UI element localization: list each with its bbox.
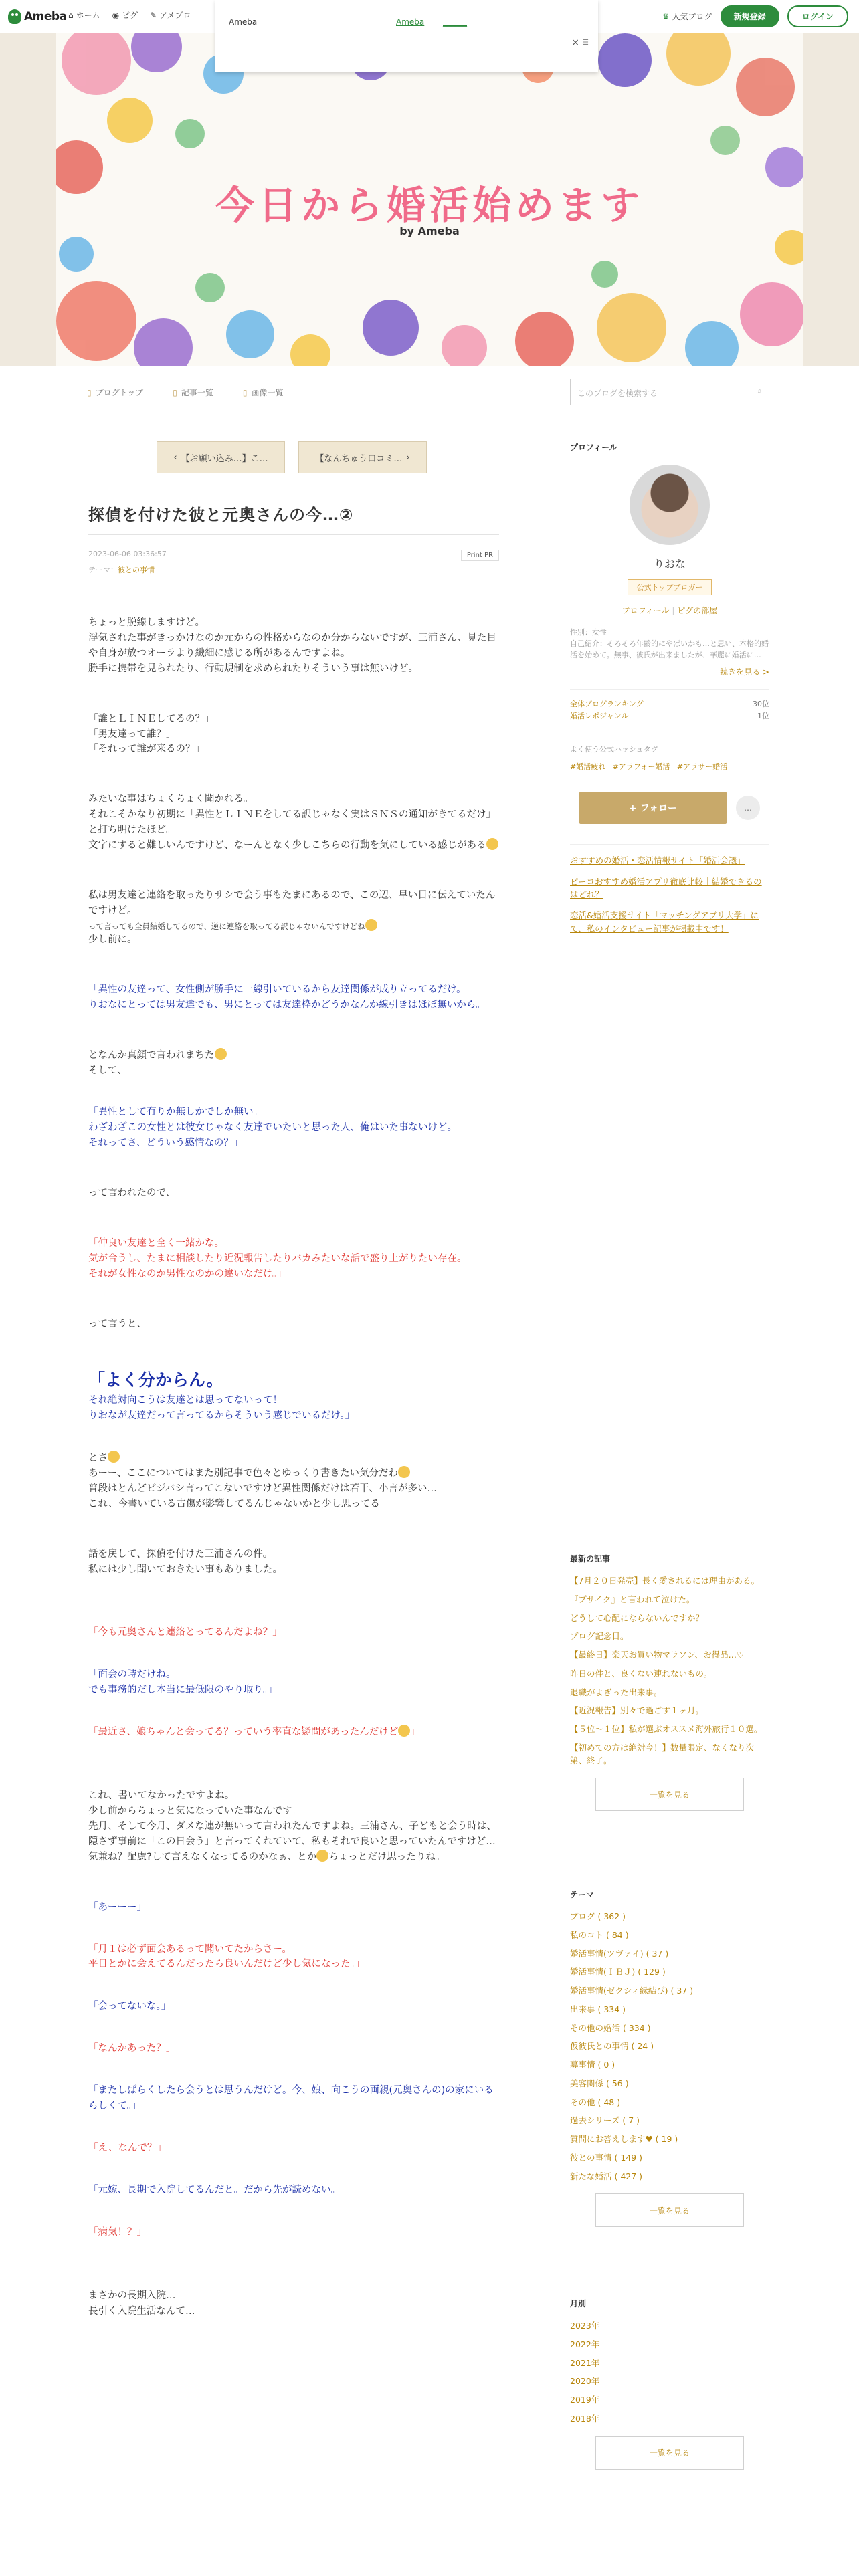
chevron-right-icon: ›: [406, 452, 410, 463]
hashtag[interactable]: #アラフォー婚活: [612, 762, 670, 772]
chevron-left-icon: ‹: [173, 452, 177, 463]
quote-blue: それ絶対向こうは友達とは思ってないって！: [88, 1395, 282, 1406]
quote-blue: 「またしばらくしたら会うとは思うんだけど。今、娘、向こうの両親(元奥さんの)の家にいるらしくて。」: [88, 2085, 494, 2112]
header-actions: [662, 5, 848, 27]
ad-link[interactable]: ピーコおすすめ婚活アプリ徹底比較｜結婚できるのはどれ？: [570, 876, 762, 900]
profile-intro: 自己紹介：そろそろ年齢的にやばいかも…と思い、本格的婚活を始めて。無事、彼氏が出来ましたが、華麗に婚活に…: [570, 639, 769, 660]
theme-link[interactable]: 婚活事情(ＩＢＪ) ( 129 ): [570, 1967, 666, 1977]
blog-nav-links: [87, 387, 284, 398]
theme-link[interactable]: その他の婚活 ( 334 ): [570, 2022, 651, 2033]
theme-link[interactable]: 新たな婚活 ( 427 ): [570, 2171, 643, 2181]
month-link[interactable]: 2018年: [570, 2413, 600, 2424]
quote-blue: でも事務的だし本当に最低限のやり取り。」: [88, 1685, 278, 1696]
entry-meta: [88, 550, 499, 570]
by-ameba: by Ameba: [399, 225, 460, 237]
quote-blue: わざわざこの女性とは彼女じゃなく友達でいたいと思った人、俺はいた事ないけど。: [88, 1122, 457, 1134]
popular-blog-label: 人気ブログ: [672, 12, 712, 21]
theme-link[interactable]: 婚活事情(ゼクシィ縁結び) ( 37 ): [570, 1985, 694, 1996]
quote-blue: 「あーーー」: [88, 1901, 147, 1913]
sponsored-links: [570, 844, 769, 935]
emoji-icon: [486, 838, 498, 850]
nav-ameblo[interactable]: [150, 9, 191, 21]
blog-top-link[interactable]: [87, 387, 143, 398]
profile-name[interactable]: りおな: [653, 558, 686, 570]
paragraph: 少し前からちょっと気になっていた事なんです。: [88, 1806, 301, 1816]
paragraph: ちょっと脱線しますけど。: [88, 617, 205, 628]
chevron-icon: ▯: [87, 387, 92, 397]
divider: [88, 534, 499, 535]
quote-blue: りおなにとっては男友達でも、男にとっては友達枠かどうかなんか線引きはほぼ無いから。」: [88, 999, 491, 1010]
quote-red: 「病気！？」: [88, 2226, 147, 2238]
paragraph: 「誰とＬＩＮＥしてるの？」: [88, 713, 215, 724]
nav-home[interactable]: [68, 9, 100, 21]
avatar[interactable]: [630, 465, 710, 545]
next-entry-button[interactable]: [298, 441, 427, 473]
emoji-icon: [215, 1048, 227, 1060]
theme-link[interactable]: 募事情 ( 0 ): [570, 2060, 615, 2070]
paragraph: 長引く入院生活なんて…: [88, 2305, 195, 2317]
profile-heading: プロフィール: [570, 443, 617, 452]
quote-big: 「よく分からん。: [88, 1370, 223, 1390]
prev-entry-label: 【お願い込み…】こ…: [181, 453, 268, 464]
paragraph: 「それって誰が来るの？」: [88, 744, 205, 755]
paragraph: あーー、ここについてはまた別記事で色々とゆっくり書きたい気分だわ: [88, 1467, 398, 1479]
popular-blog-link[interactable]: [662, 11, 712, 22]
theme-more-button[interactable]: 一覧を見る: [595, 2193, 744, 2227]
quote-red: 気が合うし、たまに相談したり近況報告したりバカみたいな話で盛り上がりたい存在。: [88, 1253, 467, 1264]
ameba-logo[interactable]: [8, 8, 67, 25]
nav-pigg[interactable]: [112, 9, 138, 21]
paragraph: 勝手に携帯を見られたり、行動規制を求められたりそういう事は無いけど。: [88, 663, 418, 674]
emoji-icon: [365, 919, 377, 931]
paragraph: 普段はとんどビジバシ言ってこないですけど異性関係だけは若干、小言が多い…: [88, 1483, 437, 1494]
theme-heading: テーマ: [570, 1890, 595, 1899]
paragraph: とさ: [88, 1453, 108, 1464]
search-icon[interactable]: ⌕: [757, 386, 762, 395]
quote-blue: 「元嫁、長期で入院してるんだと。だから先が読めない。」: [88, 2184, 346, 2195]
recent-entry-link[interactable]: 【近況報告】別々で過ごす１ヶ月。: [570, 1705, 704, 1716]
quote-blue: 「面会の時だけね。: [88, 1669, 176, 1681]
emoji-icon: [108, 1451, 120, 1463]
recent-entry-link[interactable]: 昨日の件と、良くない連れないもの。: [570, 1668, 712, 1679]
paragraph: 先月、そして今月、ダメな連が無いって言われたんですよね。三浦さん、子どもと会う時は、隠さず事前に「この日会う」と言ってくれていて、私もそれで良いと思っていたんですけど…: [88, 1820, 496, 1847]
small-note: って言っても全員結婚してるので、逆に連絡を取ってる訳じゃないんですけどね: [88, 921, 365, 931]
blog-top-label: ブログトップ: [95, 388, 144, 397]
nav-ameblo-label: アメブロ: [159, 11, 191, 20]
emoji-icon: [316, 1850, 328, 1862]
ad-link[interactable]: 恋活&婚活支援サイト「マッチングアプリ大学」にて、私のインタビュー記事が掲載中です！: [570, 910, 759, 934]
header-image[interactable]: [56, 33, 803, 366]
quote-red: 「え、なんで？」: [88, 2142, 167, 2153]
paragraph: となんか真顔で言われまちた: [88, 1049, 215, 1061]
quote-red: 「今も元奥さんと連絡とってるんだよね？」: [88, 1627, 282, 1638]
emoji-icon: [398, 1725, 410, 1737]
popup-link[interactable]: Ameba: [396, 17, 425, 27]
theme-link[interactable]: 過去シリーズ ( 7 ): [570, 2115, 640, 2126]
global-nav: [68, 9, 191, 21]
recent-entry-link[interactable]: どうして心配にならないんですか？: [570, 1612, 704, 1623]
theme-link[interactable]: 出来事 ( 334 ): [570, 2004, 626, 2014]
paragraph: みたいな事はちょくちょく聞かれる。: [88, 794, 254, 805]
month-heading: 月別: [570, 2299, 587, 2309]
read-more-link[interactable]: 続きを見る >: [720, 667, 769, 677]
quote-blue: 「会ってないな。」: [88, 2001, 171, 2012]
entry-body: ちょっと脱線しますけど。 浮気された事がきっかけなのか元からの性格からなのか分からないですが、三浦さん、見た目や自身が放つオーラより繊細に感じる所があるんですよね。 勝手に携帯を見られたり、行動規制を求められたりそういう事は無いけど。 「誰とＬＩＮＥしてるの？」 「男友達って誰？」 「それって誰が来るの？」 みたいな事はちょくちょく聞かれる。 それこそかなり初期に「異性とＬＩＮＥをしてる訳じゃなく実はＳＮＳの通知がきてるだけ」と打ち明けたほど。 文字にすると難しいんですけど、なーんとなく少しこちらの行動を気にしている感じがある 私は男友達と連絡を取ったりサシで会う事もたまにあるので、この辺、早い目に伝えていたんですけど。 って言っても全員結婚してるので、逆に連絡を取ってる訳じゃないんですけどね 少し前に。 「異性の友達って、女性側が勝手に一線引いているから友達関係が成り立ってるだけ。 りおなにとっては男友達でも、男にとっては友達枠かどうかなんか線引きはほぼ無いから。」 となんか真顔で言われまちた そして、 「異性として有りか無しかでしか無い。 わざわざこの女性とは彼女じゃなく友達でいたいと思った人、俺はいた事ないけど。 それってさ、どういう感情なの？」 って言われたので、 「仲良い友達と全く一緒かな。 気が合うし、たまに相談したり近況報告したりバカみたいな話で盛り上がりたい存在。 それが女性なのか男性なのかの違いなだけ。」 って言うと、 「よく分からん。 それ絶対向こうは友達とは思ってないって！ りおなが友達だって言ってるからそういう感じでいるだけ。」 とさ あーー、ここについてはまた別記事で色々とゆっくり書きたい気分だわ 普段はとんどビジバシ言ってこないですけど異性関係だけは若干、小言が多い… これ、今書いている古傷が影響してるんじゃないかと少し思ってる 話を戻して、探偵を付けた三浦さんの件。 私には少し聞いておきたい事もありました。 「今も元奥さんと連絡とってるんだよね？」 「面会の時だけね。 でも事務的だし本当に最低限のやり取り。」 「最近さ、娘ちゃんと会ってる？っていう率直な疑問があったんだけど 」 これ、書いてなかったですよね。 少し前からちょっと気になっていた事なんです。 先月、そして今月、ダメな連が無いって言われたんですよね。三浦さん、子どもと会う時は、隠さず事前に「この日会う」と言ってくれていて、私もそれで良いと思っていたんですけど… 気兼ね？配慮?して言えなくなってるのかなぁ、とか ちょっとだけ思ったりね。 「あーーー」 「月１は必ず面会あるって聞いてたからさー。 平日とかに会えてるんだったら良いんだけど少し気になった。」 「会ってないな。」 「なんかあった？」 「またしばらくしたら会うとは思うんだけど。今、娘、向こうの両親(元奥さんの)の家にいるらしくて。」 「え、なんで？」 「元嫁、長期で入院してるんだと。だから先が読めない。」 「病気！？」 まさかの長期入院… 長引く入院生活なんて…: [88, 615, 499, 2319]
rank-label: 婚活レポジャンル: [570, 711, 629, 720]
paragraph: 少し前に。: [88, 934, 137, 945]
paragraph: って言うと、: [88, 1318, 147, 1329]
image-list-link[interactable]: [243, 387, 284, 398]
recent-entry-link[interactable]: 退職がよぎった出来事。: [570, 1687, 662, 1697]
popup-brand: Ameba: [229, 17, 258, 27]
paragraph: 私には少し聞いておきたい事もありました。: [88, 1564, 282, 1575]
paragraph: まさかの長期入院…: [88, 2290, 176, 2301]
month-archive: [570, 2298, 769, 2470]
ranking-row-overall[interactable]: [570, 698, 769, 710]
quote-red: 「仲良い友達と全く一緒かな。: [88, 1238, 224, 1249]
image-icon: ▯: [242, 387, 248, 397]
quote-blue: 「異性として有りか無しかでしか無い。: [88, 1107, 263, 1118]
nav-home-label: ホーム: [76, 11, 100, 20]
logo-text: Ameba: [24, 10, 67, 23]
entry-list-link[interactable]: [173, 387, 213, 398]
print-pr-badge[interactable]: Print PR: [461, 550, 499, 561]
theme-link[interactable]: 彼との事情: [118, 566, 155, 574]
paragraph: 話を戻して、探偵を付けた三浦さんの件。: [88, 1548, 273, 1560]
recent-more-button[interactable]: 一覧を見る: [595, 1778, 744, 1811]
home-icon: ⌂: [68, 10, 74, 20]
paragraph: これ、今書いている古傷が影響してるんじゃないかと少し思ってる: [88, 1498, 380, 1509]
quote-red: 「なんかあった？」: [88, 2043, 176, 2054]
ameba-logo-icon: [8, 9, 21, 24]
blog-title: 今日から婚活始めます: [215, 183, 644, 228]
paragraph: 私は男友達と連絡を取ったりサシで会う事もたまにあるので、この辺、早い目に伝えていたんですけど。: [88, 889, 496, 916]
profile-links: プロフィール | ピグの部屋: [622, 606, 718, 615]
crown-icon: ♛: [662, 11, 670, 21]
quote-red: 平日とかに会えてるんだったら良いんだけど少し気になった。」: [88, 1959, 365, 1970]
theme-link[interactable]: 仮彼氏との事情 ( 24 ): [570, 2041, 654, 2052]
follow-row: [570, 792, 769, 824]
recent-entry-link[interactable]: 【初めての方は絶対今！】数量限定、なくなり次第、終了。: [570, 1742, 755, 1765]
prev-entry-button[interactable]: [157, 441, 285, 473]
recent-entry-link[interactable]: 『プサイク』と言われて泣けた。: [570, 1594, 695, 1604]
nav-pigg-label: ピグ: [122, 11, 138, 20]
notice-popup: [215, 0, 598, 72]
next-entry-label: 【なんちゅう口コミ…: [315, 453, 403, 464]
month-link[interactable]: 2021年: [570, 2357, 600, 2368]
paragraph: 気兼ね？配慮?して言えなくなってるのかなぁ、とか: [88, 1851, 317, 1862]
pigg-icon: ◉: [112, 10, 120, 20]
profile-gender: 性別：女性: [570, 628, 607, 637]
recent-entry-link[interactable]: 【最終日】楽天お買い物マラソン、お得品…♡: [570, 1650, 745, 1660]
popup-link-2[interactable]: ______: [443, 17, 467, 27]
register-button[interactable]: 新規登録: [721, 5, 779, 27]
blog-icon: ✎: [150, 10, 157, 20]
month-link[interactable]: 2023年: [570, 2321, 600, 2331]
quote-blue: 「異性の友達って、女性側が勝手に一線引いているから友達関係が成り立ってるだけ。: [88, 984, 466, 995]
emoji-icon: [398, 1466, 410, 1478]
entry-title: 探偵を付けた彼と元奥さんの今…②: [88, 506, 354, 524]
theme-link[interactable]: 質問にお答えします♥ ( 19 ): [570, 2134, 678, 2144]
theme-link[interactable]: ブログ ( 362 ): [570, 1911, 626, 1921]
hashtag-list: [570, 761, 769, 772]
entry-date: 2023-06-06 03:36:57: [88, 550, 167, 558]
profile-link[interactable]: プロフィール: [622, 606, 670, 615]
month-link[interactable]: 2019年: [570, 2395, 600, 2405]
paragraph: 「男友達って誰？」: [88, 728, 176, 740]
search-placeholder: このブログを検索する: [577, 389, 658, 398]
ad-link[interactable]: おすすめの婚活・恋活情報サイト「婚活会議」: [570, 855, 745, 866]
entry-pager: [157, 441, 499, 473]
theme-link[interactable]: 私のコト ( 84 ): [570, 1929, 629, 1940]
paragraph: ちょっとだけ思ったりね。: [328, 1851, 446, 1862]
blog-search-input[interactable]: [570, 379, 769, 405]
rank-value: 30位: [753, 700, 769, 709]
hashtag[interactable]: #アラサー婚活: [676, 762, 728, 772]
recent-heading: 最新の記事: [570, 1554, 611, 1564]
theme-link[interactable]: 婚活事情(ツヴァイ) ( 37 ): [570, 1948, 669, 1959]
list-icon: ▯: [173, 387, 177, 397]
recent-entry-link[interactable]: ブログ記念日。: [570, 1631, 629, 1642]
theme-link[interactable]: 美容関係 ( 56 ): [570, 2078, 629, 2088]
paragraph: そして、: [88, 1065, 127, 1076]
login-button[interactable]: ログイン: [787, 5, 848, 27]
pig-room-link[interactable]: ピグの部屋: [677, 606, 718, 615]
profile-info: [570, 627, 769, 661]
recent-entry-link[interactable]: 【7月２０日発売】長く愛されるには理由がある。: [570, 1576, 759, 1586]
theme-list: [570, 1889, 769, 2227]
month-link[interactable]: 2022年: [570, 2339, 600, 2349]
quote-red: それが女性なのか男性なのかの違いなだけ。」: [88, 1268, 287, 1279]
paragraph: それこそかなり初期に「異性とＬＩＮＥをしてる訳じゃなく実はＳＮＳの通知がきてるだけ」と打ち明けたほど。: [88, 809, 496, 836]
quote-blue: りおなが友達だって言ってるからそういう感じでいるだけ。」: [88, 1410, 355, 1422]
hashtag-heading: よく使う公式ハッシュタグ: [570, 745, 658, 754]
rank-value: 1位: [757, 711, 769, 720]
more-options-icon[interactable]: …: [736, 796, 760, 820]
follow-button[interactable]: + フォロー: [579, 792, 727, 824]
theme-link[interactable]: その他 ( 48 ): [570, 2097, 621, 2107]
month-more-button[interactable]: 一覧を見る: [595, 2436, 744, 2470]
paragraph: って言われたので、: [88, 1188, 176, 1199]
paragraph: 文字にすると難しいんですけど、なーんとなく少しこちらの行動を気にしている感じがある: [88, 840, 486, 851]
entry-column: [88, 441, 499, 2319]
sidebar-profile: [570, 441, 769, 943]
quote-blue: それってさ、どういう感情なの？」: [88, 1138, 244, 1149]
hashtag[interactable]: #婚活疲れ: [570, 762, 606, 772]
close-icon[interactable]: ×: [571, 37, 579, 48]
paragraph: これ、書いてなかったですよね。: [88, 1790, 235, 1802]
theme-link[interactable]: 彼との事情 ( 149 ): [570, 2152, 643, 2163]
theme-label: テーマ：: [88, 566, 118, 574]
month-link[interactable]: 2020年: [570, 2376, 600, 2387]
entry-list-label: 記事一覧: [181, 388, 213, 397]
image-list-label: 画像一覧: [251, 388, 284, 397]
recent-entries: [570, 1553, 769, 1811]
quote-red: 「最近さ、娘ちゃんと会ってる？っていう率直な疑問があったんだけど: [88, 1727, 399, 1738]
paragraph: 浮気された事がきっかけなのか元からの性格からなのか分からないですが、三浦さん、見た目や自身が放つオーラより繊細に感じる所があるんですよね。: [88, 632, 496, 659]
recent-entry-link[interactable]: 【５位～１位】私が選ぶオススメ海外旅行１０選。: [570, 1724, 763, 1734]
ranking: [570, 689, 769, 722]
hashtags: [570, 734, 769, 772]
ranking-row-genre[interactable]: [570, 710, 769, 722]
quote-red: 「月１は必ず面会あるって聞いてたからさー。: [88, 1943, 292, 1955]
settings-icon[interactable]: ☰: [582, 38, 589, 47]
rank-label: 全体ブログランキング: [570, 700, 644, 709]
official-badge: 公式トップブロガー: [628, 579, 712, 595]
blog-nav: [0, 366, 859, 419]
